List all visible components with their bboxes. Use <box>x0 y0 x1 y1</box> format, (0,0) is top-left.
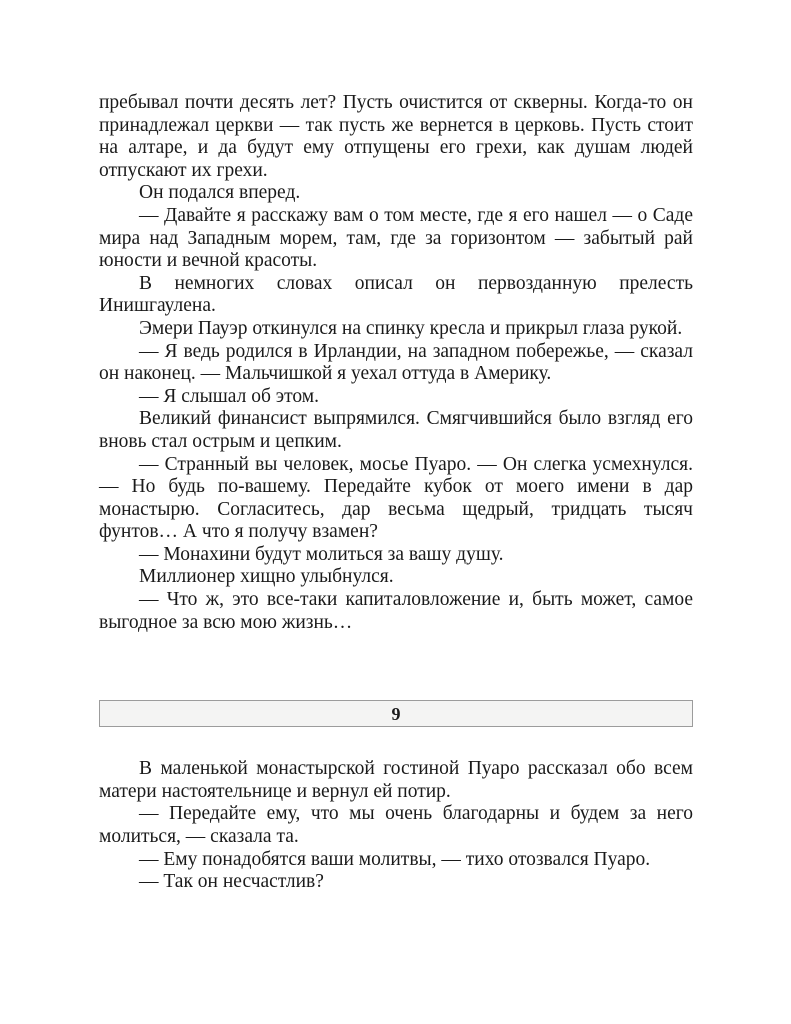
paragraph: — Я ведь родился в Ирландии, на западном побережье, — сказал он наконец. — Мальчишкой я уехал оттуда в Америку. <box>99 340 693 385</box>
paragraph: пребывал почти десять лет? Пусть очистится от скверны. Когда-то он принадлежал церкви — так пусть же вернется в церковь. Пусть стоит на алтаре, и да будут ему отпущены его грехи, как душам людей отпускают их грехи. <box>99 92 693 181</box>
paragraph: — Странный вы человек, мосье Пуаро. — Он слегка усмехнулся. — Но будь по-вашему. Передайте кубок от моего имени в дар монастырю. Согласитесь, дар весьма щедрый, тридцать тысяч фунтов… А что я получу взамен? <box>99 453 693 543</box>
paragraph: Великий финансист выпрямился. Смягчившийся было взгляд его вновь стал острым и цепким. <box>99 408 693 452</box>
chapter-heading-box <box>99 700 693 727</box>
text-block-after-break <box>99 758 693 894</box>
paragraph: Эмери Пауэр откинулся на спинку кресла и прикрыл глаза рукой. <box>139 317 683 339</box>
page-content <box>99 92 693 894</box>
text-block-before-break <box>99 92 693 634</box>
paragraph: Миллионер хищно улыбнулся. <box>139 566 394 588</box>
paragraph: В немногих словах описал он первозданную прелесть Инишгаулена. <box>99 272 693 317</box>
chapter-number: 9 <box>391 703 401 724</box>
paragraph: — Давайте я расскажу вам о том месте, где я его нашел — о Саде мира над Западным морем, там, где за горизонтом — забытый рай юности и вечной красоты. <box>99 204 693 272</box>
paragraph: — Ему понадобятся ваши молитвы, — тихо отозвался Пуаро. <box>139 848 651 870</box>
paragraph: — Я слышал об этом. <box>139 385 319 407</box>
paragraph: — Передайте ему, что мы очень благодарны и будем за него молиться, — сказала та. <box>99 803 693 848</box>
paragraph: — Монахини будут молиться за вашу душу. <box>139 543 504 565</box>
paragraph: В маленькой монастырской гостиной Пуаро рассказал обо всем матери настоятельнице и вернул ей потир. <box>99 758 693 802</box>
paragraph: — Так он несчастлив? <box>139 871 324 893</box>
paragraph: Он подался вперед. <box>139 182 301 204</box>
paragraph: — Что ж, это все-таки капиталовложение и, быть может, самое выгодное за всю мою жизнь… <box>99 589 693 633</box>
